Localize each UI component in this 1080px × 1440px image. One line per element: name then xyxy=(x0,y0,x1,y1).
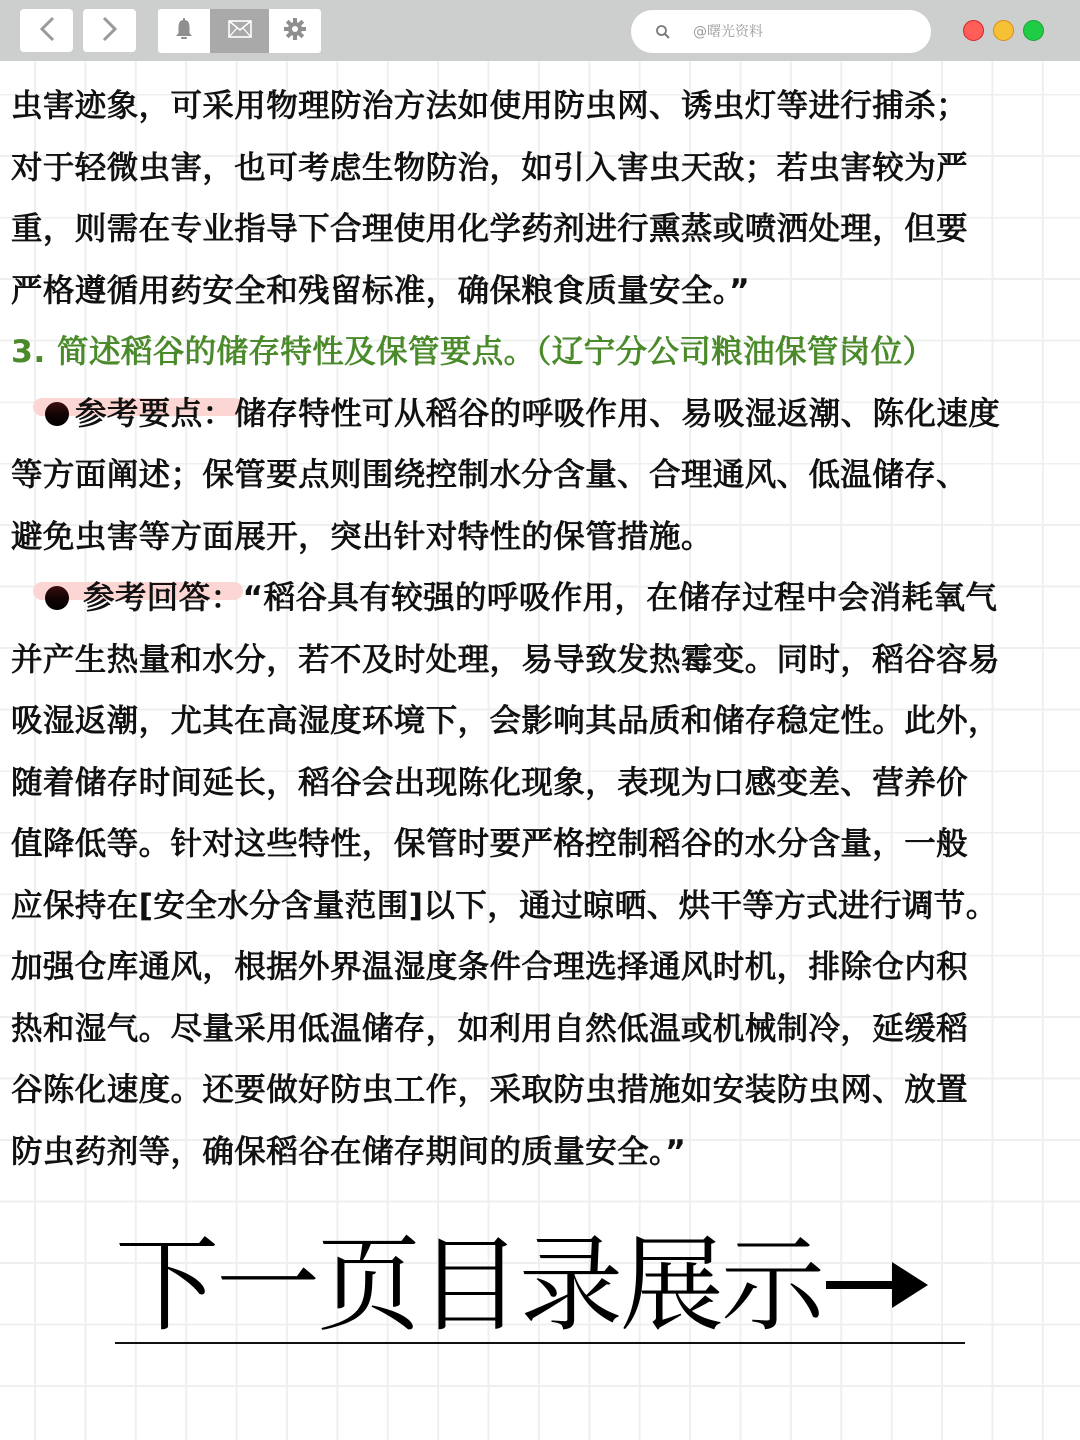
mail-icon xyxy=(228,20,252,42)
text-line: 并产生热量和水分，若不及时处理，易导致发热霉变。同时，稻谷容易 xyxy=(11,641,1000,678)
window-maximize-button[interactable] xyxy=(1023,20,1044,41)
key-points-text: 储存特性可从稻谷的呼吸作用、易吸湿返潮、陈化速度 xyxy=(234,395,1001,432)
forward-button[interactable] xyxy=(83,9,136,52)
answer-text: “稻谷具有较强的呼吸作用，在储存过程中会消耗氧气 xyxy=(242,580,998,616)
bullet-icon xyxy=(45,402,69,426)
text-line: 对于轻微虫害，也可考虑生物防治，如引入害虫天敌；若虫害较为严 xyxy=(11,149,969,186)
text-line: 热和湿气。尽量采用低温储存，如利用自然低温或机械制冷，延缓稻 xyxy=(11,1010,969,1047)
next-page-label: 下一页目录展示 xyxy=(115,1224,823,1346)
question-heading: 3. 简述稻谷的储存特性及保管要点。（辽宁分公司粮油保管岗位） xyxy=(11,334,935,370)
text-line: 等方面阐述；保管要点则围绕控制水分含量、合理通风、低温储存、 xyxy=(11,457,969,493)
next-page-link[interactable] xyxy=(115,1224,965,1346)
text-line: 避免虫害等方面展开，突出针对特性的保管措施。 xyxy=(11,518,713,555)
key-points-label: 参考要点： xyxy=(45,384,235,446)
back-button[interactable] xyxy=(20,9,73,52)
document-body xyxy=(11,76,1073,1183)
window-close-button[interactable] xyxy=(963,20,984,41)
arrow-right-icon xyxy=(826,1260,930,1310)
text-line: 虫害迹象，可采用物理防治方法如使用防虫网、诱虫灯等进行捕杀； xyxy=(11,88,969,124)
text-line: 值降低等。针对这些特性，保管时要严格控制稻谷的水分含量，一般 xyxy=(11,826,969,862)
bullet-icon xyxy=(45,586,69,610)
text-line: 防虫药剂等，确保稻谷在储存期间的质量安全。” xyxy=(11,1133,687,1170)
answer-label: 参考回答： xyxy=(45,568,243,630)
settings-button[interactable] xyxy=(269,9,321,53)
text-line: 随着储存时间延长，稻谷会出现陈化现象，表现为口感变差、营养价 xyxy=(11,764,969,801)
text-line: 吸湿返潮，尤其在高湿度环境下，会影响其品质和储存稳定性。此外， xyxy=(11,703,1000,739)
bell-icon xyxy=(174,17,194,45)
toolbar-segment-group xyxy=(158,9,321,53)
window-minimize-button[interactable] xyxy=(993,20,1014,41)
search-icon xyxy=(655,24,671,40)
gear-icon xyxy=(283,17,307,45)
text-line: 重，则需在专业指导下合理使用化学药剂进行熏蒸或喷洒处理，但要 xyxy=(11,211,969,247)
text-line: 谷陈化速度。还要做好防虫工作，采取防虫措施如安装防虫网、放置 xyxy=(11,1072,969,1108)
answer-first-line xyxy=(11,568,1073,630)
chevron-left-icon xyxy=(38,15,56,47)
notifications-button[interactable] xyxy=(158,9,210,53)
text-line: 严格遵循用药安全和残留标准，确保粮食质量安全。” xyxy=(11,272,751,309)
mail-button[interactable] xyxy=(210,9,269,53)
chevron-right-icon xyxy=(101,15,119,47)
text-line: 应保持在[安全水分含量范围]以下，通过晾晒、烘干等方式进行调节。 xyxy=(11,887,998,924)
search-bar[interactable] xyxy=(631,10,931,53)
search-input[interactable] xyxy=(691,23,915,41)
key-points-first-line xyxy=(11,384,1073,446)
browser-toolbar xyxy=(0,0,1080,61)
text-line: 加强仓库通风，根据外界温湿度条件合理选择通风时机，排除仓内积 xyxy=(11,949,969,985)
